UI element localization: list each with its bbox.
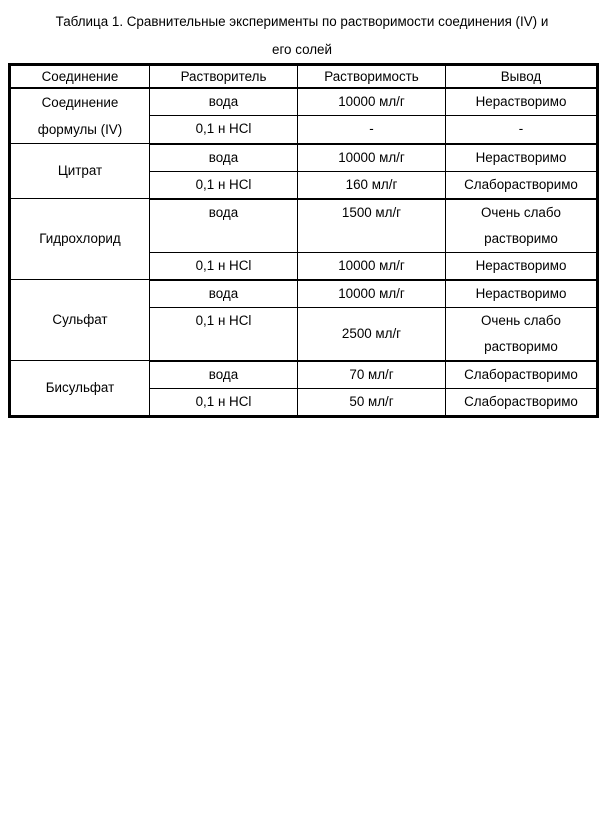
conclusion-cell: Слаборастворимо	[446, 171, 598, 199]
table-row	[10, 199, 598, 253]
solvent-cell: вода	[150, 144, 298, 172]
conclusion-cell: -	[446, 116, 598, 144]
header-conclusion: Вывод	[446, 65, 598, 89]
conclusion-cell: Нерастворимо	[446, 252, 598, 280]
solvent-cell: вода	[150, 361, 298, 389]
solubility-cell: 10000 мл/г	[298, 144, 446, 172]
conclusion-line: растворимо	[484, 338, 558, 354]
solvent-cell: вода	[150, 88, 298, 116]
table-row	[10, 361, 598, 389]
table-row	[10, 280, 598, 308]
conclusion-cell: Слаборастворимо	[446, 388, 598, 416]
solvent-cell: 0,1 н HCl	[150, 388, 298, 416]
solvent-cell: 0,1 н HCl	[150, 171, 298, 199]
compound-cell: Гидрохлорид	[10, 199, 150, 280]
header-solvent: Растворитель	[150, 65, 298, 89]
compound-cell: Цитрат	[10, 144, 150, 199]
solubility-cell: 50 мл/г	[298, 388, 446, 416]
solubility-cell: 10000 мл/г	[298, 252, 446, 280]
table-row	[10, 144, 598, 172]
solubility-table	[8, 63, 599, 418]
solubility-cell: 10000 мл/г	[298, 280, 446, 308]
table-caption	[0, 8, 604, 64]
solvent-cell: 0,1 н HCl	[150, 252, 298, 280]
compound-cell	[10, 88, 150, 144]
caption-line-2: его солей	[272, 42, 332, 57]
solubility-cell: -	[298, 116, 446, 144]
conclusion-line: растворимо	[484, 230, 558, 246]
conclusion-cell: Нерастворимо	[446, 144, 598, 172]
solvent-cell: 0,1 н HCl	[150, 116, 298, 144]
header-solubility: Растворимость	[298, 65, 446, 89]
compound-cell: Бисульфат	[10, 361, 150, 417]
conclusion-cell: Нерастворимо	[446, 88, 598, 116]
compound-name-line: Соединение	[41, 95, 119, 110]
solvent-cell: 0,1 н HCl	[150, 307, 298, 361]
solvent-cell: вода	[150, 199, 298, 253]
solubility-cell: 2500 мл/г	[298, 307, 446, 361]
header-compound: Соединение	[10, 65, 150, 89]
solubility-cell: 160 мл/г	[298, 171, 446, 199]
conclusion-line: Очень слабо	[480, 204, 561, 220]
compound-cell: Сульфат	[10, 280, 150, 361]
solubility-cell: 10000 мл/г	[298, 88, 446, 116]
table-header-row	[10, 65, 598, 89]
table-row	[10, 88, 598, 116]
conclusion-cell: Слаборастворимо	[446, 361, 598, 389]
compound-name-line: формулы (IV)	[37, 122, 123, 137]
solubility-cell: 70 мл/г	[298, 361, 446, 389]
conclusion-cell	[446, 199, 598, 253]
caption-line-1: Таблица 1. Сравнительные эксперименты по растворимости соединения (IV) и	[55, 14, 549, 29]
conclusion-line: Очень слабо	[480, 312, 561, 328]
conclusion-cell: Нерастворимо	[446, 280, 598, 308]
solvent-cell: вода	[150, 280, 298, 308]
solubility-cell: 1500 мл/г	[298, 199, 446, 253]
conclusion-cell	[446, 307, 598, 361]
